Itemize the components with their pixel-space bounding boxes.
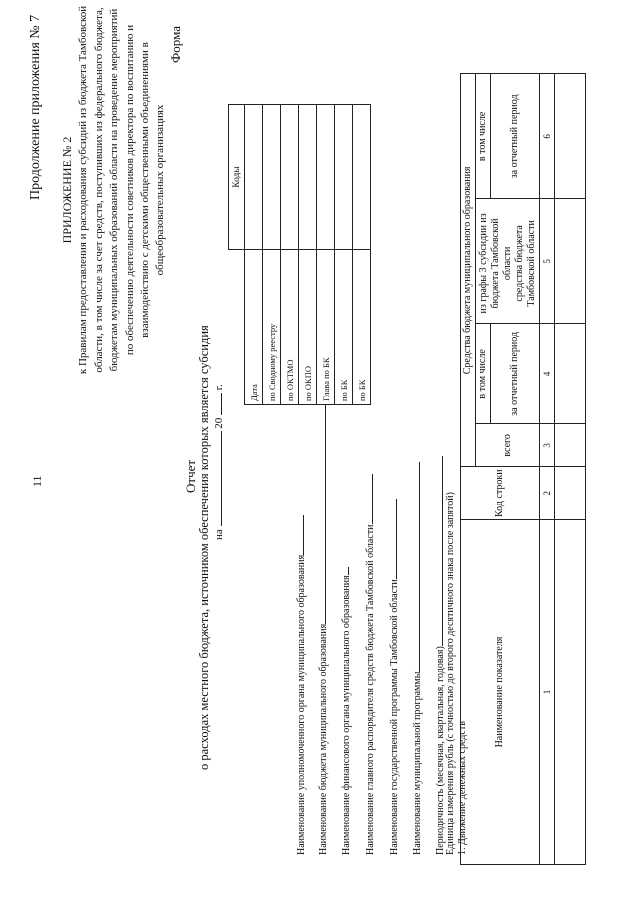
field-blank [387,499,397,579]
table-cell [555,324,586,424]
form-label: Форма [168,26,183,63]
date-year: 20 [213,417,225,429]
codes-row-value [245,105,263,250]
table-cell [555,74,586,199]
table-cell [555,424,586,467]
table-cell [555,199,586,324]
field-label: Периодичность (месячная, квартальная, годовая) [435,646,446,855]
codes-row-value [317,105,335,250]
page-number: 11 [30,475,44,487]
date-prefix: на [213,529,225,540]
field-label: Наименование уполномоченного органа муниципального образования [296,554,307,855]
group-header: Средства бюджета муниципального образования [461,74,476,467]
table-cell [555,467,586,520]
date-suffix: г. [213,384,225,391]
codes-row-label: по БК [335,250,353,405]
codes-row-value [263,105,281,250]
col-from-subsidy-text: из графы 3 субсидии из бюджета Тамбовской области [477,213,513,314]
col-num: 6 [540,74,555,199]
field-blank [339,567,349,575]
field-label: Наименование главного распорядителя средств бюджета Тамбовской области [365,524,376,855]
codes-row-label: по Сводному реестру [263,250,281,405]
col-period: за отчетный период [491,324,540,424]
year-blank [221,393,222,415]
field-row: Единица измерения рубль (с точностью до второго десятичного знака после запятой) [445,492,456,855]
col-means-text: средства бюджета Тамбовской области [513,220,537,307]
field-row [387,499,400,855]
col-incl-2: в том числе [476,74,491,199]
codes-blank-header [229,250,245,405]
col-num: 2 [540,467,555,520]
field-blank [410,462,420,672]
annex-text: к Правилам предоставления и расходования субсидий из бюджета Тамбовской области, в том числе за счет средств, поступивших из федерального бюджета, бюджетам муниципальных образований области на проведение мероприятий по обеспечению деятельности советников директора по воспитанию и взаимодействию с детскими общественными объединениями в общеобразовательных организациях [77,5,167,375]
col-from-subsidy [476,199,540,324]
codes-row-value [335,105,353,250]
appendix-title: Продолжение приложения № 7 [28,14,43,200]
field-blank [433,456,443,646]
field-row [363,474,376,855]
field-row [316,404,329,855]
col-num: 5 [540,199,555,324]
codes-row-label: Глава по БК [317,250,335,405]
codes-row-label: по ОКТМО [281,250,299,405]
codes-row-value [281,105,299,250]
codes-row-value [299,105,317,250]
field-label: Наименование финансового органа муниципального образования [341,575,352,855]
field-label: Наименование государственной программы Тамбовской области [389,579,400,855]
codes-header: Коды [229,105,245,250]
col-num: 1 [540,520,555,865]
codes-row-value [353,105,371,250]
codes-row-label: по ОКПО [299,250,317,405]
codes-row-label: по БК [353,250,371,405]
field-label: Наименование бюджета муниципального образования [318,623,329,855]
report-subtitle: о расходах местного бюджета, источником обеспечения которых является субсидия [197,325,211,770]
field-row: 1. Движение денежных средств [457,721,468,855]
report-date-line [213,384,225,540]
col-total: всего [476,424,540,467]
col-period-2: за отчетный период [491,74,540,199]
field-row [339,567,352,855]
col-indicator: Наименование показателя [461,520,540,865]
field-row [294,515,307,855]
col-code: Код строки [461,467,540,520]
cash-flow-table [460,73,586,865]
col-num: 4 [540,324,555,424]
field-row [410,462,423,855]
field-blank [294,515,304,555]
codes-table [228,104,371,405]
annex-heading: ПРИЛОЖЕНИЕ № 2 [60,136,74,244]
report-title: Отчет [183,459,198,493]
annex-block [60,5,169,375]
field-blank [363,474,373,524]
col-num: 3 [540,424,555,467]
codes-row-label: Дата [245,250,263,405]
date-blank [221,431,222,526]
field-blank [316,404,326,624]
table-cell [555,520,586,865]
field-label: Наименование муниципальной программы [412,671,423,855]
col-incl: в том числе [476,324,491,424]
